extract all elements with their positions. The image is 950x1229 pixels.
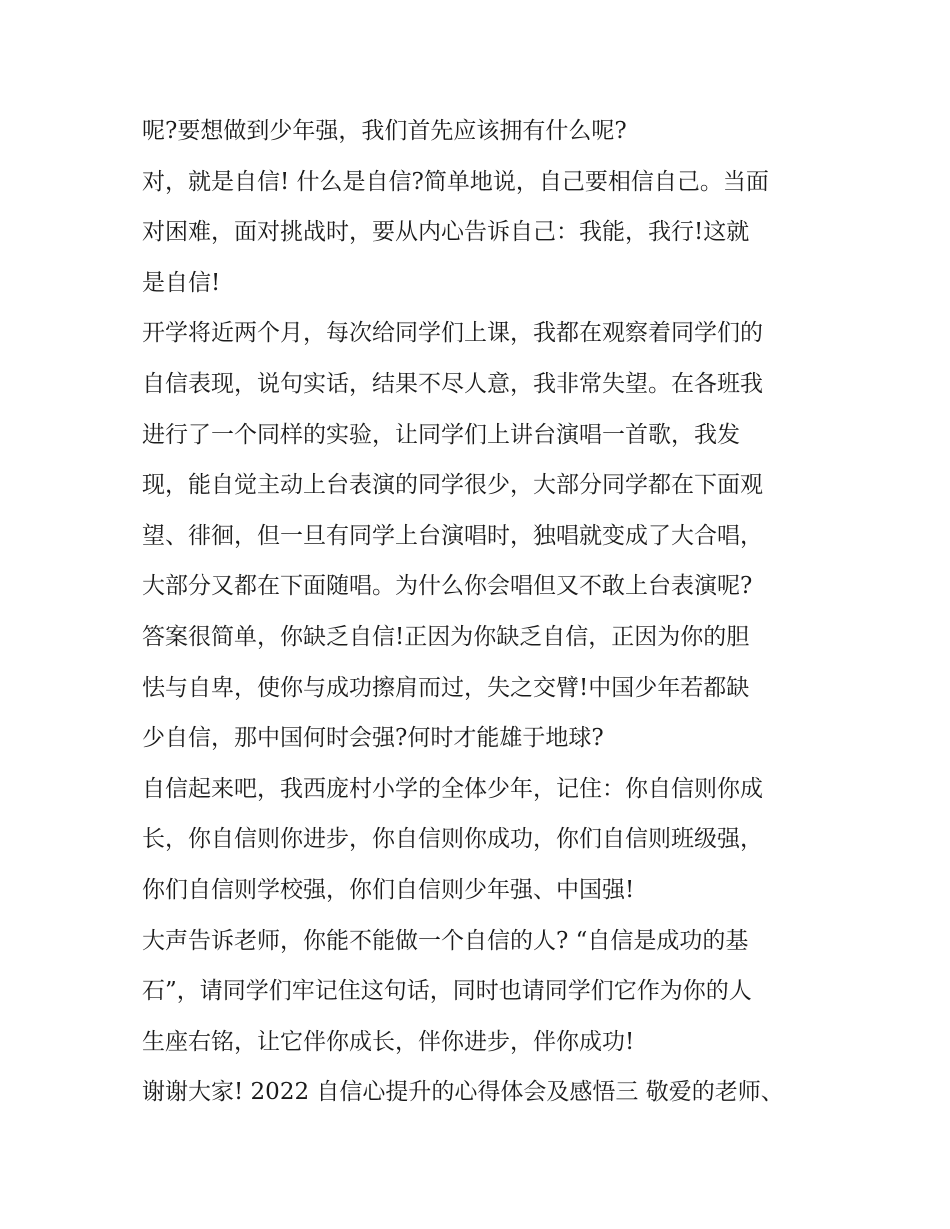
text-line: 望、徘徊，但一旦有同学上台演唱时，独唱就变成了大合唱， (142, 522, 763, 549)
text-line: 是自信! (142, 269, 221, 296)
text-line: 呢?要想做到少年强，我们首先应该拥有什么呢? (142, 118, 627, 144)
text-line: 大部分又都在下面随唱。为什么你会唱但又不敢上台表演呢? (142, 573, 753, 600)
text-line: 长，你自信则你进步，你自信则你成功，你们自信则班级强， (142, 826, 763, 853)
text-line: 生座右铭，让它伴你成长，伴你进步，伴你成功! (142, 1028, 635, 1055)
text-line: 大声告诉老师，你能不能做一个自信的人? “自信是成功的基 (142, 927, 749, 954)
text-line: 答案很简单，你缺乏自信!正因为你缺乏自信，正因为你的胆 (142, 623, 750, 650)
text-line: 你们自信则学校强，你们自信则少年强、中国强! (142, 876, 635, 903)
text-line: 石”，请同学们牢记住这句话，同时也请同学们它作为你的人 (142, 978, 752, 1005)
document-body (142, 106, 822, 1118)
text-line: 自信起来吧，我西庞村小学的全体少年，记住：你自信则你成 (142, 775, 763, 802)
text-line: 开学将近两个月，每次给同学们上课，我都在观察着同学们的 (142, 320, 763, 347)
text-line: 对困难，面对挑战时，要从内心告诉自己：我能，我行!这就 (142, 219, 750, 246)
text-line: 怯与自卑，使你与成功擦肩而过，失之交臂!中国少年若都缺 (142, 674, 750, 701)
text-line: 谢谢大家! 2022 自信心提升的心得体会及感悟三 敬爱的老师、 (142, 1079, 784, 1106)
text-line: 少自信，那中国何时会强?何时才能雄于地球? (142, 725, 604, 752)
text-line: 自信表现，说句实话，结果不尽人意，我非常失望。在各班我 (142, 370, 763, 397)
text-line: 对，就是自信! 什么是自信?简单地说，自己要相信自己。当面 (142, 168, 769, 195)
text-line: 进行了一个同样的实验，让同学们上讲台演唱一首歌，我发 (142, 421, 740, 448)
text-line: 现，能自觉主动上台表演的同学很少，大部分同学都在下面观 (142, 472, 763, 499)
